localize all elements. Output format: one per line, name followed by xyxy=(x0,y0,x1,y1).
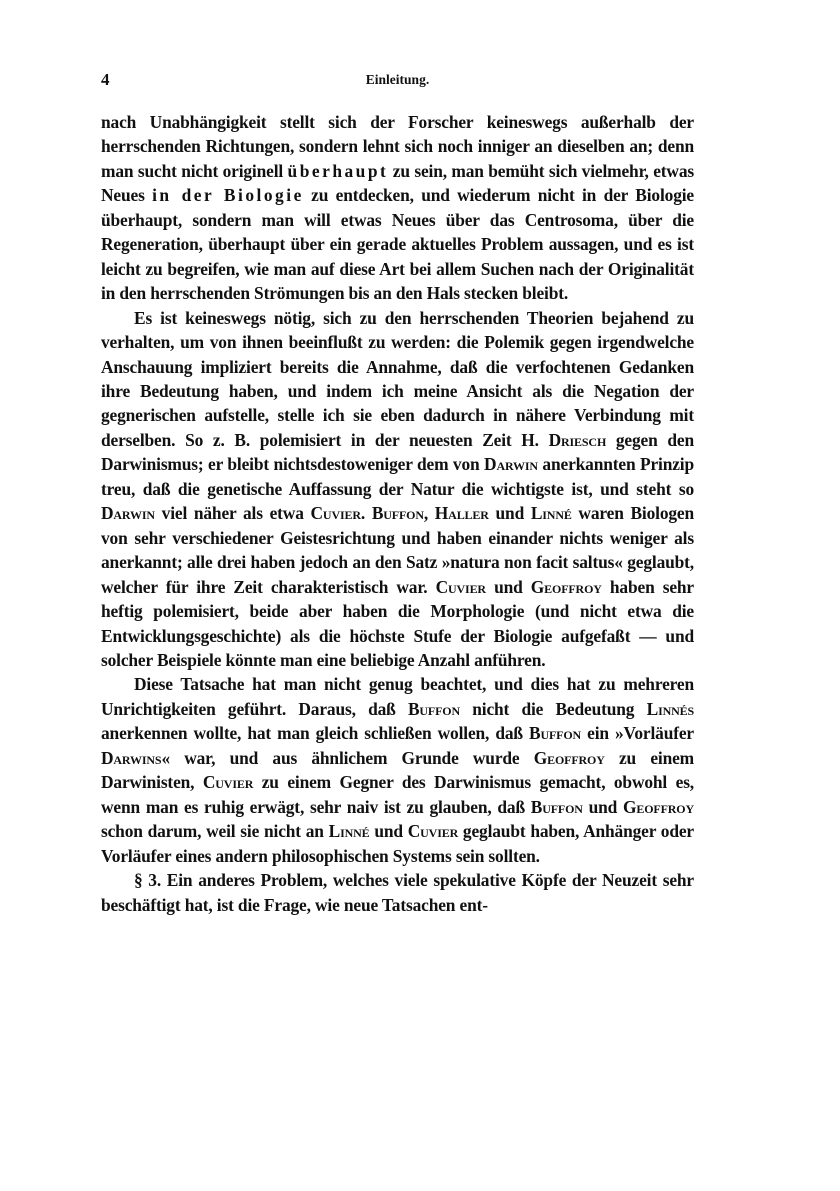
emphasis: überhaupt xyxy=(287,160,389,181)
person-name: Geoffroy xyxy=(533,747,605,768)
person-name: Darwin xyxy=(484,454,538,475)
page-number: 4 xyxy=(101,70,110,89)
person-name: Buffon xyxy=(530,796,583,817)
person-name: Linnés xyxy=(646,698,695,719)
text-run: nicht die Bedeutung xyxy=(459,698,647,719)
person-name: Cuvier xyxy=(202,772,254,793)
section-number: § 3. xyxy=(134,870,162,891)
text-run: nach Unabhängigkeit stellt sich der Forscher keineswegs außerhalb der herrschenden Richtungen, sondern lehnt sich noch inniger an dieselben an; denn man sucht nicht originell xyxy=(101,112,694,181)
text-run: zu einem Gegner des Darwinismus gemacht, obwohl es, wenn man es ruhig erwägt, sehr naiv ist zu glauben, daß xyxy=(101,772,695,817)
text-run: anerkannten Prinzip treu, daß die genetische Auffassung der Natur die wichtigste ist, und steht so xyxy=(101,454,694,499)
text-run: und xyxy=(488,503,531,524)
paragraph-1 xyxy=(101,110,694,306)
text-run: waren Biologen von sehr verschiedener Geistesrichtung und haben einander nichts weniger als anerkannt; alle drei haben jedoch an den Satz »natura non facit saltus« geglaubt, welcher für ihre Zeit charakteristisch war. xyxy=(101,503,695,597)
person-name: Linné xyxy=(530,503,572,524)
text-run: Es ist keineswegs nötig, sich zu den herrschenden Theorien bejahend zu verhalten, um von ihnen beeinflußt zu werden: die Polemik gegen irgendwelche Anschauung impliziert bereits die Annahme, daß die verfochtenen Gedanken ihre Bedeutung haben, und indem ich meine Ansicht als die Negation der gegnerischen aufstelle, stelle ich sie eben dadurch in nähere Verbindung mit derselben. So z. B. polemisiert in der neuesten Zeit H. xyxy=(101,307,694,450)
text-run: schon darum, weil sie nicht an xyxy=(101,821,329,842)
person-name: Buffon xyxy=(529,723,582,744)
person-name: Cuvier xyxy=(407,821,459,842)
text-run: zu entdecken, und wiederum nicht in der Biologie überhaupt, sondern man will etwas Neues über das Centrosoma, über die Regeneration, überhaupt über ein gerade aktuelles Problem aussagen, und es ist leicht zu begreifen, wie man auf diese Art bei allem Suchen nach der Originalität in den herrschenden Strömungen bis an den Hals stecken bleibt. xyxy=(101,185,694,304)
text-run: ein »Vorläufer xyxy=(581,723,694,744)
person-name: Cuvier xyxy=(435,576,486,597)
text-run: , xyxy=(423,503,435,524)
text-run: viel näher als etwa xyxy=(154,503,311,524)
text-run: und xyxy=(582,796,623,817)
emphasis: in der Biologie xyxy=(152,185,304,206)
paragraph-2 xyxy=(101,306,694,673)
person-name: Cuvier xyxy=(310,503,361,524)
text-run: geglaubt haben, Anhänger oder Vorläufer eines andern philosophischen Systems sein sollten. xyxy=(101,821,694,866)
person-name: Linné xyxy=(328,821,370,842)
paragraph-3 xyxy=(101,672,694,868)
text-run: haben sehr heftig polemisiert, beide aber haben die Morphologie (und nicht etwa die Entwicklungsgeschichte) als die höchste Stufe der Biologie aufgefaßt — und solcher Beispiele könnte man eine beliebige Anzahl anführen. xyxy=(101,576,694,670)
text-run: « war, und aus ähnlichem Grunde wurde xyxy=(161,747,534,768)
person-name: Driesch xyxy=(548,429,607,450)
person-name: Darwin xyxy=(101,503,155,524)
text-run: anerkennen wollte, hat man gleich schließen wollen, daß xyxy=(101,723,530,744)
text-run: . xyxy=(360,503,372,524)
body-text xyxy=(101,110,694,917)
text-run: zu sein, man bemüht sich vielmehr, etwas Neues xyxy=(101,160,694,206)
running-title: Einleitung. xyxy=(365,72,430,87)
paragraph-4 xyxy=(101,868,694,917)
text-run: und xyxy=(485,576,531,597)
page-header xyxy=(101,70,694,94)
person-name: Buffon xyxy=(407,698,460,719)
person-name: Geoffroy xyxy=(530,576,602,597)
text-run: Ein anderes Problem, welches viele spekulative Köpfe der Neuzeit sehr beschäftigt hat, ist die Frage, wie neue Tatsachen ent- xyxy=(101,870,694,915)
person-name: Buffon xyxy=(371,503,424,524)
person-name: Haller xyxy=(434,503,489,524)
person-name: Geoffroy xyxy=(623,796,694,817)
text-run: und xyxy=(369,821,408,842)
text-run: zu einem Darwinisten, xyxy=(101,747,695,793)
text-run: Diese Tatsache hat man nicht genug beachtet, und dies hat zu mehreren Unrichtigkeiten geführt. Daraus, daß xyxy=(101,674,694,719)
text-run: gegen den Darwinismus; er bleibt nichtsdestoweniger dem von xyxy=(101,429,694,475)
person-name: Darwins xyxy=(101,747,162,768)
